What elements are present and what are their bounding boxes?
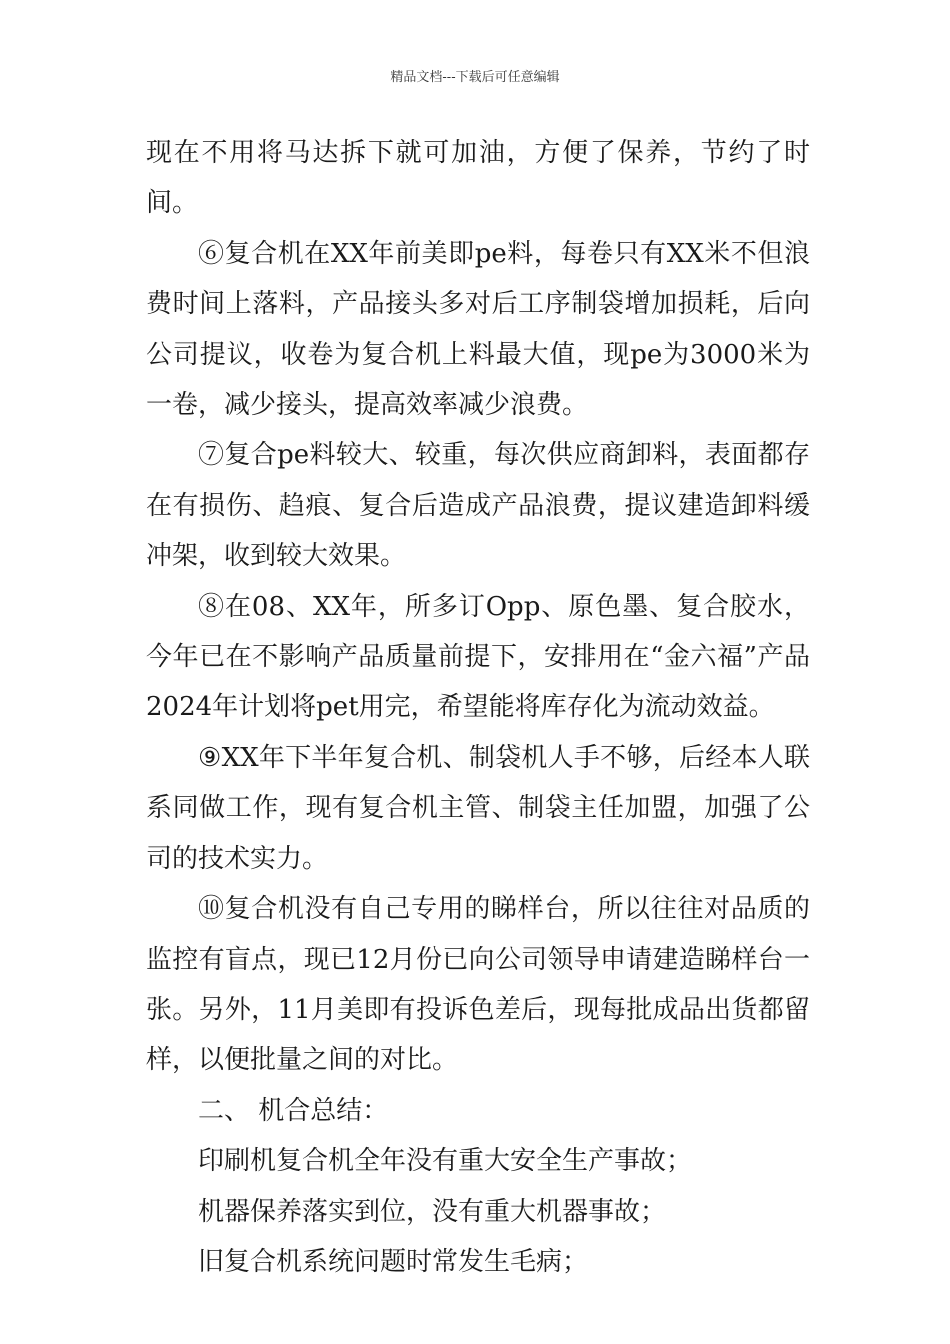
- summary-line: 旧复合机系统问题时常发生毛病；: [198, 1246, 589, 1277]
- section-heading: 二、 机合总结：: [198, 1095, 389, 1126]
- paragraph-item-6: ⑥复合机在XX年前美即pe料，每卷只有XX米不但浪费时间上落料，产品接头多对后工序制袋增加损耗，后向公司提议，收卷为复合机上料最大值，现pe为3000米为一卷，减少接头，提高效率减少浪费。: [146, 238, 810, 421]
- paragraph-item-10: ⑩复合机没有自己专用的睇样台，所以往往对品质的监控有盲点，现已12月份已向公司领导申请建造睇样台一张。另外，11月美即有投诉色差后，现每批成品出货都留样，以便批量之间的对比。: [146, 894, 810, 1076]
- document-body: [146, 128, 810, 1287]
- paragraph-item-9: ⑨XX年下半年复合机、制袋机人手不够，后经本人联系同做工作，现有复合机主管、制袋主任加盟，加强了公司的技术实力。: [146, 742, 810, 874]
- paragraph-continuation: 现在不用将马达拆下就可加油，方便了保养，节约了时间。: [146, 138, 810, 219]
- paragraph-item-8: ⑧在08、XX年，所多订Opp、原色墨、复合胶水，今年已在不影响产品质量前提下，安排用在“金六福”产品2024年计划将pet用完，希望能将库存化为流动效益。: [146, 591, 810, 723]
- summary-line: 印刷机复合机全年没有重大安全生产事故；: [198, 1146, 693, 1177]
- summary-line: 机器保养落实到位，没有重大机器事故；: [198, 1196, 667, 1227]
- paragraph-item-7: ⑦复合pe料较大、较重，每次供应商卸料，表面都存在有损伤、趋痕、复合后造成产品浪费，提议建造卸料缓冲架，收到较大效果。: [146, 440, 810, 572]
- page-header: 精品文档---下载后可任意编辑: [390, 70, 560, 85]
